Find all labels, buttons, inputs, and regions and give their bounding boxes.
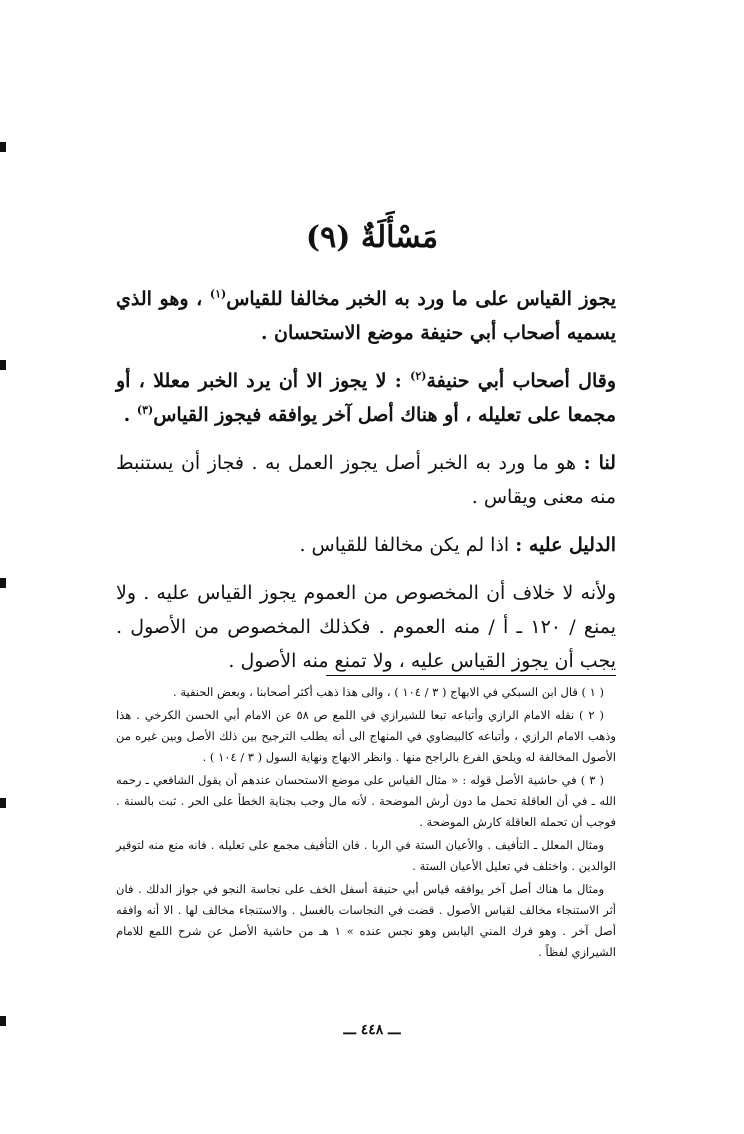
paragraph-5-text: ولأنه لا خلاف أن المخصوص من العموم يجوز القياس عليه . ولا يمنع / ١٢٠ ـ أ / منه العموم . فكذلك المخصوص من الأصول . يجب أن يجوز القياس عليه ، ولا تمنع منه الأصول . [116, 582, 616, 672]
paragraph-3-text: هو ما ورد به الخبر أصل يجوز العمل به . فجاز أن يستنبط منه معنى ويقاس . [116, 452, 616, 508]
footnote-ref-3: (٣) [136, 403, 154, 417]
scan-edge-mark [0, 360, 6, 370]
footnotes [116, 682, 616, 965]
scan-edge-mark [0, 142, 6, 152]
footnote-divider [326, 675, 616, 676]
paragraph-5 [116, 576, 616, 678]
footnote-1: ( ١ ) قال ابن السبكي في الابهاج ( ٣ / ١٠٤ ) ، والى هذا ذهب أكثر أصحابنا ، وبعض الحنفية . [173, 685, 604, 699]
scan-edge-mark [0, 798, 6, 808]
footnote-3: ( ٣ ) في حاشية الأصل قوله : « مثال القياس على موضع الاستحسان عندهم أن يقول الشافعي ـ رحمه الله ـ في أن العاقلة تحمل ما دون أرش الموضحة . لأنه مال وجب بجناية الخطأ على الحر . ثبت بالسنة . فوجب أن تحمله العاقلة كارش الموضحة . [116, 773, 616, 829]
footnote-ref-2: (٢) [410, 369, 427, 383]
footnote-2: ( ٢ ) نقله الامام الرازي وأتباعه تبعا للشيرازي في اللمع ص ٥٨ عن الامام أبي الحسن الكرخي . هذا وذهب الامام الرازي ، وأتباعه كالبيضاوي في المنهاج الى أنه يطلب الترجيح بين ذلك الأصل وبين غيره من الأصول المخالفة له ويلحق الفرع بالراجح منها . وانظر الابهاج ونهاية السول ( ٣ / ١٠٤ ) . [116, 708, 616, 764]
page-number: ـــ ٤٤٨ ـــ [343, 1022, 401, 1038]
paragraph-4 [116, 528, 616, 562]
paragraph-2-end: . [123, 404, 131, 426]
paragraph-3 [116, 446, 616, 514]
main-text [116, 282, 616, 692]
paragraph-3-lead: لنا : [583, 452, 616, 474]
paragraph-2-text: وقال أصحاب أبي حنيفة [426, 370, 616, 392]
footnote-3-continued: ومثال المعلل ـ التأفيف . والأعيان الستة في الربا . فان التأفيف مجمع على تعليله . فانه منع منه لتوقير الوالدين . واختلف في تعليل الأعيان الستة . [116, 838, 616, 873]
paragraph-4-text: اذا لم يكن مخالفا للقياس . [299, 534, 510, 556]
paragraph-2-rest: : لا يجوز الا أن يرد الخبر معللا ، أو مجمعا على تعليله ، أو هناك أصل آخر يوافقه فيجوز القياس [116, 370, 616, 426]
footnote-ref-1: (١) [209, 287, 227, 301]
paragraph-1-text: يجوز القياس على ما ورد به الخبر مخالفا للقياس [226, 288, 616, 310]
paragraph-1 [116, 282, 616, 350]
paragraph-4-lead: الدليل عليه : [515, 534, 616, 556]
scan-edge-mark [0, 578, 6, 588]
paragraph-2 [116, 364, 616, 432]
footnote-3-continued-2: ومثال ما هناك أصل آخر يوافقه قياس أبي حنيفة أسفل الخف على نجاسة النجو في جواز الدلك . فان أثر الاستنجاء مخالف لقياس الأصول . قضت في النجاسات بالغسل . والاستنجاء مخالف لها . الا أنه وافقه أصل آخر . وهو فرك المني اليابس وهو نجس عنده » ١ هـ من حاشية الأصل عن شرح اللمع للامام الشيرازي لفظاً . [116, 882, 616, 959]
paragraph-1-rest: ، وهو الذي يسميه أصحاب أبي حنيفة موضع الاستحسان . [116, 288, 616, 344]
issue-title: مَسْأَلَةٌ (٩) [305, 220, 439, 255]
